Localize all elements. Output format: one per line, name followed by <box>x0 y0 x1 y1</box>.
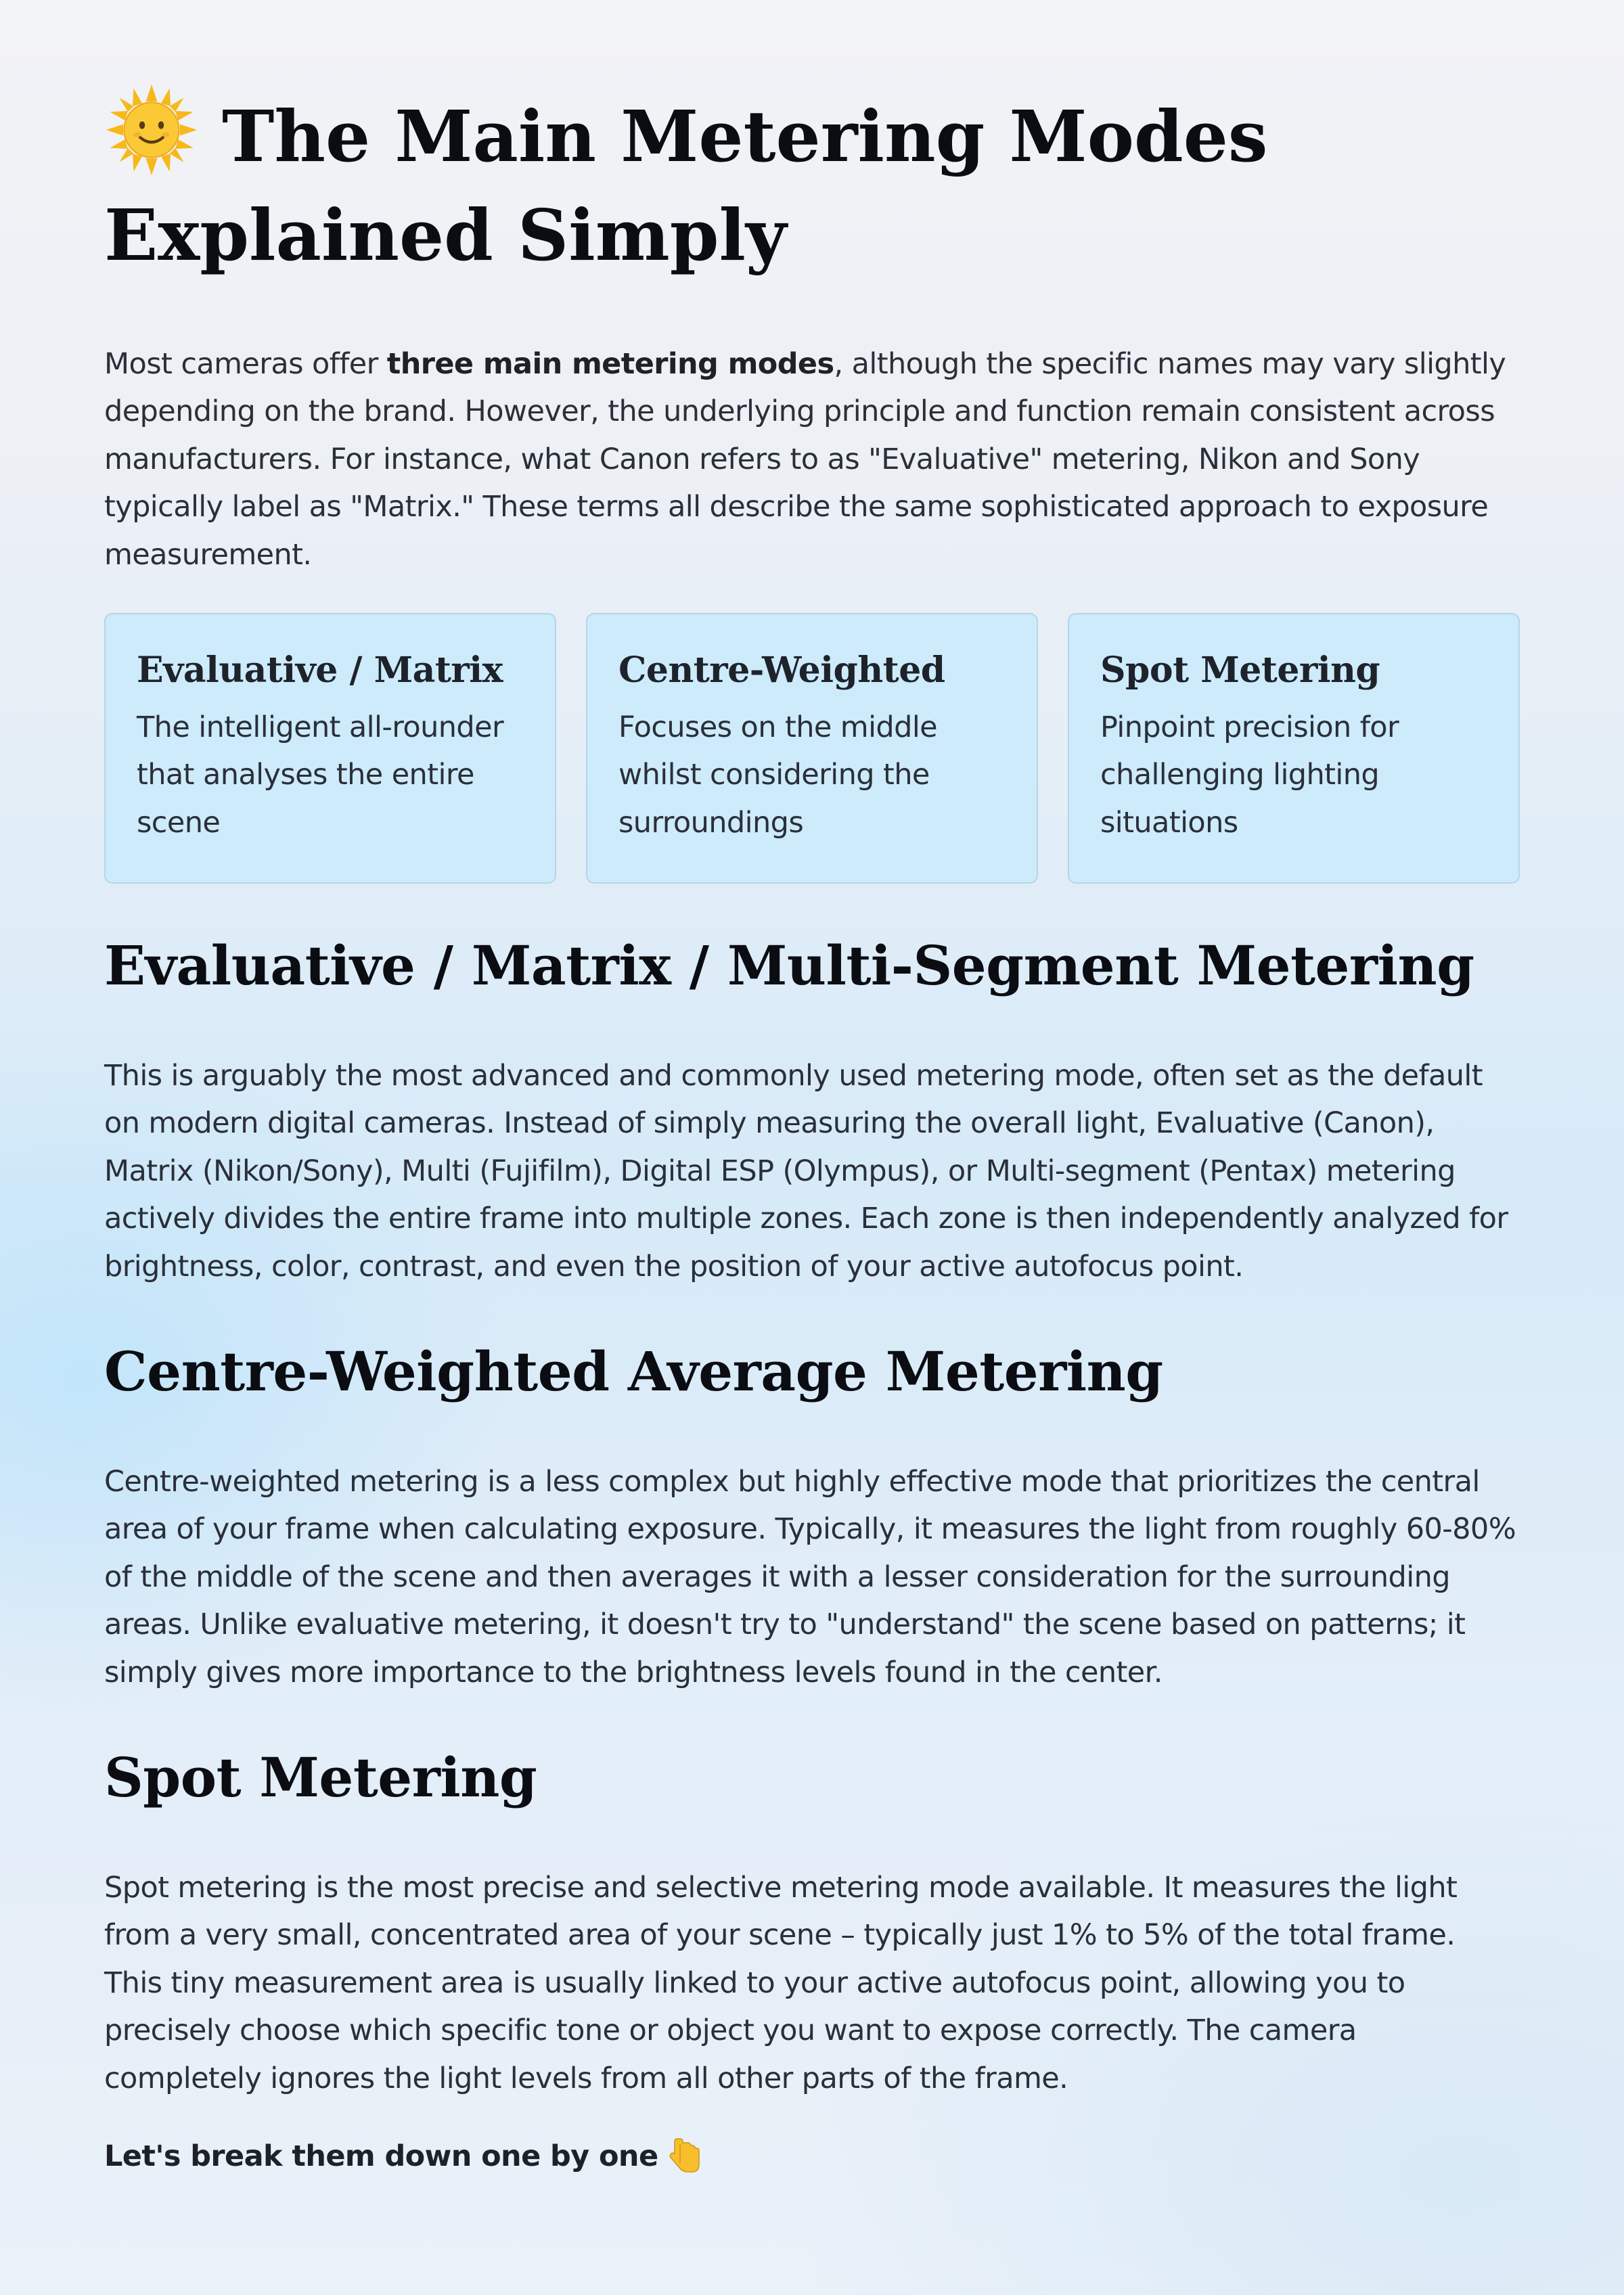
card-spot <box>1068 613 1520 884</box>
card-description: The intelligent all-rounder that analyses the entire scene <box>137 710 504 840</box>
card-centre-weighted <box>586 613 1038 884</box>
page-title <box>104 83 1520 285</box>
section-heading-evaluative: Evaluative / Matrix / Multi-Segment Metering <box>104 934 1474 997</box>
section-heading-spot: Spot Metering <box>104 1746 537 1809</box>
intro-text-end: , although the specific names may vary slightly depending on the brand. However, the underlying principle and function remain consistent across manufacturers. For instance, what Canon refers to as "Evaluative" metering, Nikon and Sony typically label as "Matrix." These terms all describe the same sophisticated approach to exposure measurement. <box>104 347 1506 572</box>
closing-text: Let's break them down one by one <box>104 2139 658 2173</box>
pointing-down-hand-icon <box>668 2136 702 2174</box>
metering-mode-cards <box>104 613 1520 885</box>
section-body-centre-weighted: Centre-weighted metering is a less complex but highly effective mode that prioritizes the central area of your frame when calculating exposure. Typically, it measures the light from roughly 60-80% of the middle of the scene and then averages it with a lesser consideration for the surrounding areas. Unlike evaluative metering, it doesn't try to "understand" the scene based on patterns; it simply gives more importance to the brightness levels found in the center. <box>104 1465 1516 1689</box>
intro-text-start: Most cameras offer <box>104 347 387 381</box>
card-title: Spot Metering <box>1100 650 1380 691</box>
sun-with-face-icon <box>104 83 199 177</box>
card-description: Focuses on the middle whilst considering the surroundings <box>618 710 938 840</box>
intro-paragraph <box>104 340 1520 578</box>
card-title: Centre-Weighted <box>618 650 945 691</box>
section-body-evaluative: This is arguably the most advanced and commonly used metering mode, often set as the default on modern digital cameras. Instead of simply measuring the overall light, Evaluative (Canon), Matrix (Nikon/Sony), Multi (Fujifilm), Digital ESP (Olympus), or Multi-segment (Pentax) metering actively divides the entire frame into multiple zones. Each zone is then independently analyzed for brightness, color, contrast, and even the position of your active autofocus point. <box>104 1059 1508 1283</box>
section-heading-centre-weighted: Centre-Weighted Average Metering <box>104 1340 1163 1403</box>
intro-emphasis: three main metering modes <box>386 347 834 381</box>
section-body-spot: Spot metering is the most precise and selective metering mode available. It measures the light from a very small, concentrated area of your scene – typically just 1% to 5% of the total frame. This tiny measurement area is usually linked to your active autofocus point, allowing you to precisely choose which specific tone or object you want to expose correctly. The camera completely ignores the light levels from all other parts of the frame. <box>104 1871 1458 2095</box>
page-title-text: The Main Metering Modes Explained Simply <box>104 95 1268 277</box>
card-description: Pinpoint precision for challenging lighting situations <box>1100 710 1399 840</box>
card-title: Evaluative / Matrix <box>137 650 503 691</box>
closing-line <box>104 2133 702 2180</box>
card-evaluative <box>104 613 556 884</box>
